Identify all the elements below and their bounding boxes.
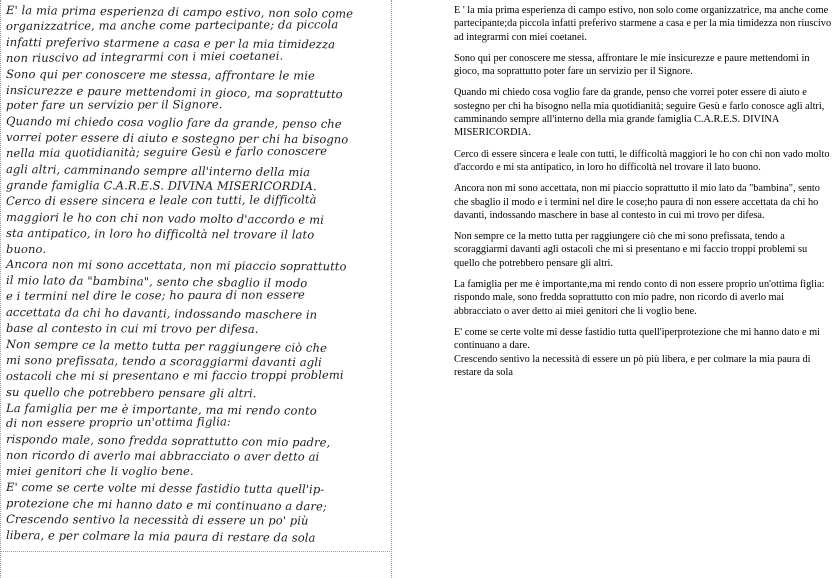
handwritten-line: accettata da chi ho davanti, indossando maschere in <box>5 305 318 322</box>
typed-paragraph-6: Non sempre ce la metto tutta per raggiungere ciò che mi sono prefissata, tendo a scoraggiarmi davanti agli ostacoli che mi si presentano e mi faccio troppi problemi su quello che potrebbero pensare gli altri. <box>454 231 808 269</box>
handwritten-line: poter fare un servizio per il Signore. <box>5 97 223 113</box>
handwritten-line: Cerco di essere sincera e leale con tutti, le difficoltà <box>5 192 317 208</box>
next-page-edge <box>2 553 390 577</box>
handwritten-line: agli altri, camminando sempre all'interno della mia <box>5 162 311 180</box>
handwritten-line: infatti preferivo starmene a casa e per la mia timidezza <box>5 34 336 52</box>
typed-page <box>449 0 837 578</box>
typed-paragraph-8: E' come se certe volte mi desse fastidio tutta quell'iperprotezione che mi hanno dato e mi continuano a dare. <box>454 326 820 352</box>
typed-paragraph-2: Sono qui per conoscere me stessa, affrontare le mie insicurezze e paure mettendomi in gioco, ma soprattutto poter fare un servizio per il Signore. <box>454 52 810 78</box>
handwritten-line: Non sempre ce la metto tutta per raggiungere ciò che <box>5 336 328 355</box>
typed-paragraph-3: Quando mi chiedo cosa voglio fare da grande, penso che vorrei poter essere di aiuto e sostegno per chi ha bisogno nella mia quotidianità; seguire Gesù e farlo conosce agli altri, camminando sempre all'interno della mia grande famiglia C.A.R.E.S. DIVINA MISERICORDIA. <box>454 87 825 139</box>
handwritten-line: maggiori le ho con chi non vado molto d'accordo e mi <box>5 209 324 227</box>
handwritten-page <box>2 0 390 551</box>
handwritten-line: ostacoli che mi si presentano e mi faccio troppi problemi <box>5 367 344 383</box>
handwritten-page-panel <box>0 0 397 578</box>
handwritten-line: protezione che mi hanno dato e mi continuano a dare; <box>5 495 327 514</box>
page-boundary-handwritten-right <box>391 0 392 578</box>
handwritten-line: Sono qui per conoscere me stessa, affrontare le mie <box>5 66 315 83</box>
handwritten-line: grande famiglia C.A.R.E.S. DIVINA MISERICORDIA. <box>5 177 317 193</box>
handwritten-line: di non essere proprio un'ottima figlia: <box>5 414 231 431</box>
handwritten-line: insicurezze e paure mettendomi in gioco, ma soprattutto <box>5 82 343 101</box>
handwritten-line: e i termini nel dire le cose; ho paura di non essere <box>5 287 305 304</box>
handwritten-line: non ricordo di averlo mai abbracciato o aver detto ai <box>5 448 320 464</box>
typed-paragraph-5: Ancora non mi sono accettata, non mi piaccio soprattutto il mio lato da "bambina", sento che sbaglio il modo e i termini nel dire le cose;ho paura di non essere accettata da chi ho davanti, indossando maschere in base al contesto in cui mi trovo per difesa. <box>454 183 820 221</box>
typed-paragraph-4: Cerco di essere sincera e leale con tutti, le difficoltà maggiori le ho con chi non vado molto d'accordo e mi sta antipatico, in loro ho difficoltà nel trovare il lato buono. <box>454 148 830 173</box>
typed-paragraph-7: La famiglia per me è importante,ma mi rendo conto di non essere proprio un'ottima figlia: rispondo male, sono fredda soprattutto con mio padre, non ricordo di averlo mai abbracciato o aver detto ai miei genitori che li voglio bene. <box>454 279 825 317</box>
typed-paragraph-1: E ' la mia prima esperienza di campo estivo, non solo come organizzatrice, ma anche come partecipante;da piccola infatti preferivo starmene a casa e per la mia timidezza non riuscivo ad integrarmi con miei coetanei. <box>454 5 832 43</box>
handwritten-line: libera, e per colmare la mia paura di restare da sola <box>5 527 316 545</box>
handwritten-line: nella mia quotidianità; seguire Gesù e farlo conoscere <box>5 143 328 161</box>
handwritten-line: La famiglia per me è importante, ma mi rendo conto <box>5 400 317 418</box>
handwritten-line: Quando mi chiedo cosa voglio fare da grande, penso che <box>5 114 342 132</box>
typed-paragraph-9: Crescendo sentivo la necessità di essere un pò più libera, e per colmare la mia paura di restare da sola <box>454 353 811 378</box>
handwritten-line: sta antipatico, in loro ho difficoltà nel trovare il lato <box>5 225 315 242</box>
handwritten-line: il mio lato da "bambina", sento che sbaglio il modo <box>5 273 308 291</box>
handwritten-line: mi sono prefissata, tendo a scoraggiarmi davanti agli <box>5 352 322 370</box>
typed-text-column <box>454 4 833 379</box>
page-boundary-left <box>0 0 1 578</box>
handwritten-line: base al contesto in cui mi trovo per difesa. <box>5 321 259 336</box>
handwritten-line: non riuscivo ad integrarmi con i miei coetanei. <box>5 48 284 65</box>
handwritten-line: E' la mia prima esperienza di campo estivo, non solo come <box>5 3 354 21</box>
handwritten-line: E' come se certe volte mi desse fastidio tutta quell'ip- <box>5 480 325 497</box>
handwritten-line: rispondo male, sono fredda soprattutto con mio padre, <box>5 432 331 450</box>
handwritten-line: Crescendo sentivo la necessità di essere un po' più <box>5 511 309 528</box>
handwritten-line: miei genitori che li voglio bene. <box>6 464 194 479</box>
page-gap <box>399 0 448 578</box>
handwritten-line: organizzatrice, ma anche come partecipante; da piccola <box>5 17 339 33</box>
page-break-line <box>0 551 392 552</box>
handwritten-line: buono. <box>6 241 47 256</box>
handwritten-line: Ancora non mi sono accettata, non mi piaccio soprattutto <box>5 257 347 274</box>
handwritten-line: vorrei poter essere di aiuto e sostegno per chi ha bisogno <box>5 130 349 147</box>
handwritten-line: su quello che potrebbero pensare gli altri. <box>5 384 257 400</box>
